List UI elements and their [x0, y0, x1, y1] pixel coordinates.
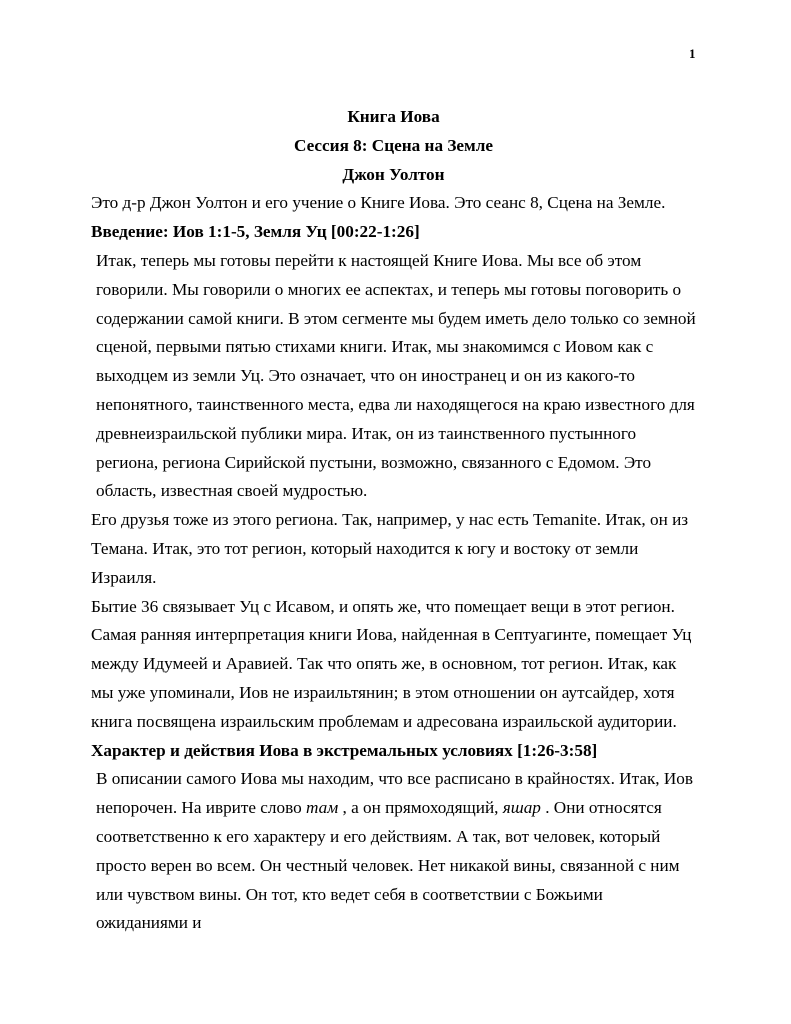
- paragraph-4-part-c: . Они относятся соответственно к его характеру и его действиям. А так, вот человек, который просто верен во всем. Он честный человек. Нет никакой вины, связанной с ним или чувством вины. Он тот, кто ведет себя в соответствии с Божьими ожиданиями и: [96, 798, 680, 933]
- session-title: Сессия 8: Сцена на Земле: [293, 135, 494, 155]
- paragraph-1: Итак, теперь мы готовы перейти к настоящей Книге Иова. Мы все об этом говорили. Мы говорили о многих ее аспектах, и теперь мы готовы поговорить о содержании самой книги. В этом сегменте мы будем иметь дело только со земной сценой, первыми пятью стихами книги. Итак, мы знакомимся с Иовом как с выходцем из земли Уц. Это означает, что он иностранец и он из какого-то непонятного, таинственного места, едва ли находящегося на краю известного для древнеизраильской публики мира. Итак, он из таинственного пустынного региона, региона Сирийской пустыни, возможно, связанного с Едомом. Это область, известная своей мудростью.: [96, 250, 696, 501]
- paragraph-4: [91, 765, 696, 938]
- section-heading-introduction: Введение: Иов 1:1-5, Земля Уц [00:22-1:26]: [91, 222, 420, 242]
- hebrew-word-yashar: яшар: [502, 798, 541, 818]
- book-title: Книга Иова: [347, 107, 440, 126]
- section-heading-character: Характер и действия Иова в экстремальных условиях [1:26-3:58]: [91, 740, 598, 760]
- page-number: 1: [689, 46, 696, 61]
- paragraph-2: Его друзья тоже из этого региона. Так, например, у нас есть Temanite. Итак, он из Темана. Итак, это тот регион, который находится к югу и востоку от земли Израиля.: [91, 510, 689, 587]
- paragraph-4-part-b: , а он прямоходящий,: [342, 798, 499, 818]
- hebrew-word-tam: там: [306, 798, 339, 818]
- author-name: Джон Уолтон: [342, 164, 445, 184]
- paragraph-4-part-a: В описании самого Иова мы находим, что все расписано в крайностях. Итак, Иов непорочен. На иврите слово: [96, 769, 694, 818]
- paragraph-3: Бытие 36 связывает Уц с Исавом, и опять же, что помещает вещи в этот регион. Самая ранняя интерпретация книги Иова, найденная в Септуагинте, помещает Уц между Идумеей и Аравией. Так что опять же, в основном, тот регион. Итак, как мы уже упоминали, Иов не израильтянин; в этом отношении он аутсайдер, хотя книга посвящена израильским проблемам и адресована израильской аудитории.: [91, 596, 692, 731]
- intro-line: Это д-р Джон Уолтон и его учение о Книге Иова. Это сеанс 8, Сцена на Земле.: [91, 193, 666, 213]
- document-body: [91, 103, 696, 938]
